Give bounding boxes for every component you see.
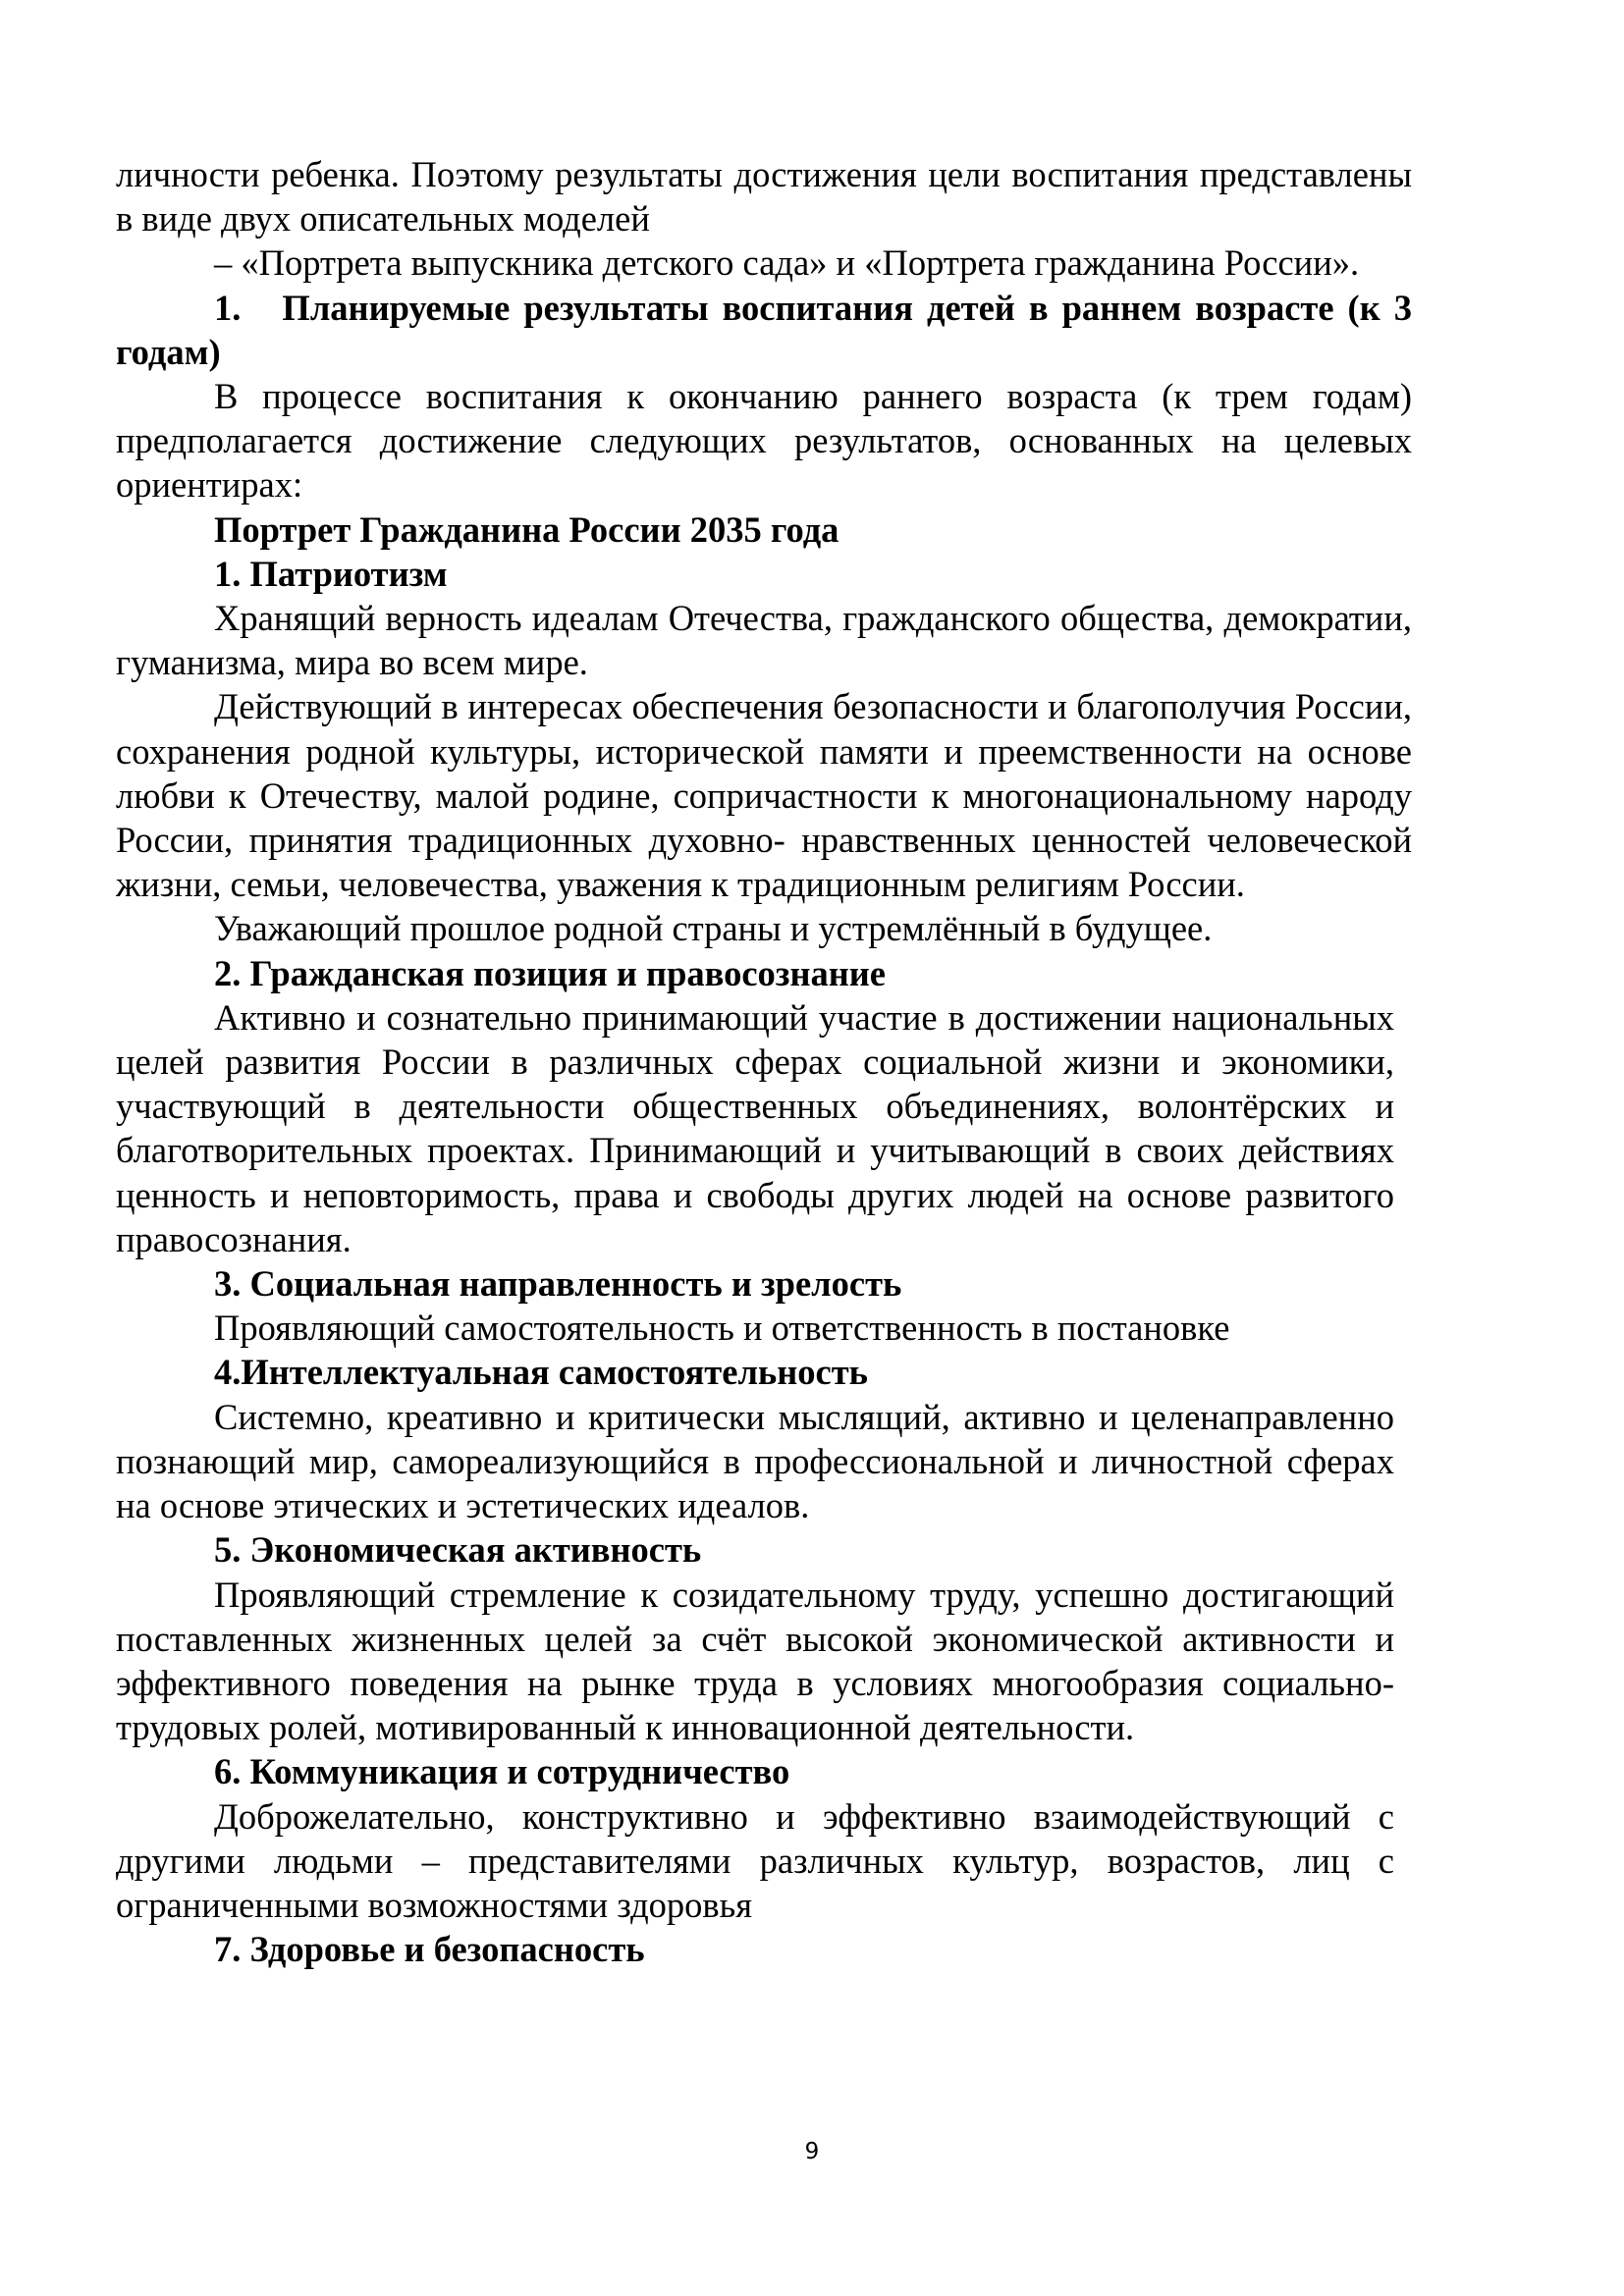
paragraph-civic-position: Активно и сознательно принимающий участие в достижении национальных целей развития России в различных сферах социальной жизни и экономики, участвующий в деятельности общественных объединениях, волонтёрских и благотворительных проектах. Принимающий и учитывающий в своих действиях ценность и неповторимость, права и свободы других людей на основе развитого правосознания.: [116, 996, 1394, 1259]
paragraph-patriotism-1: Хранящий верность идеалам Отечества, гражданского общества, демократии, гуманизма, мира во всем мире.: [116, 598, 1412, 683]
heading-portrait-citizen: Портрет Гражданина России 2035 года: [214, 508, 839, 550]
paragraph-portraits: – «Портрета выпускника детского сада» и «Портрета гражданина России».: [214, 242, 1360, 284]
heading-economic-activity: 5. Экономическая активность: [214, 1529, 702, 1571]
paragraph-process: В процессе воспитания к окончанию раннего возраста (к трем годам) предполагается достижение следующих результатов, основанных на целевых ориентирах:: [116, 376, 1412, 506]
paragraph-patriotism-2: Действующий в интересах обеспечения безопасности и благополучия России, сохранения родной культуры, исторической памяти и преемственности на основе любви к Отечеству, малой родине, сопричастности к многонациональному народу России, принятия традиционных духовно- нравственных ценностей человеческой жизни, семьи, человечества, уважения к традиционным религиям России.: [116, 686, 1412, 905]
heading-social-orientation: 3. Социальная направленность и зрелость: [214, 1263, 902, 1305]
paragraph-economic-activity: Проявляющий стремление к созидательному труду, успешно достигающий поставленных жизненных целей за счёт высокой экономической активности и эффективного поведения на рынке труда в условиях многообразия социально-трудовых ролей, мотивированный к инновационной деятельности.: [116, 1574, 1394, 1748]
heading-intellectual-independence: 4.Интеллектуальная самостоятельность: [214, 1352, 868, 1393]
heading-civic-position: 2. Гражданская позиция и правосознание: [214, 952, 887, 993]
document-page: [116, 152, 1412, 1971]
heading-health-safety: 7. Здоровье и безопасность: [214, 1929, 645, 1970]
paragraph-patriotism-3: Уважающий прошлое родной страны и устремлённый в будущее.: [214, 908, 1213, 949]
paragraph-communication: Доброжелательно, конструктивно и эффективно взаимодействующий с другими людьми – представителями различных культур, возрастов, лиц с ограниченными возможностями здоровья: [116, 1795, 1394, 1925]
paragraph-social-orientation: Проявляющий самостоятельность и ответственность в постановке: [214, 1308, 1230, 1349]
paragraph-intellectual-independence: Системно, креативно и критически мыслящий, активно и целенаправленно познающий мир, самореализующийся в профессиональной и личностной сферах на основе этических и эстетических идеалов.: [116, 1396, 1394, 1526]
heading-patriotism: 1. Патриотизм: [214, 553, 448, 594]
heading-communication: 6. Коммуникация и сотрудничество: [214, 1751, 790, 1792]
page-number: 9: [804, 2139, 820, 2164]
paragraph-intro: личности ребенка. Поэтому результаты достижения цели воспитания представлены в виде двух описательных моделей: [116, 154, 1412, 240]
heading-planned-results: 1. Планируемые результаты воспитания детей в раннем возрасте (к 3 годам): [116, 287, 1412, 372]
